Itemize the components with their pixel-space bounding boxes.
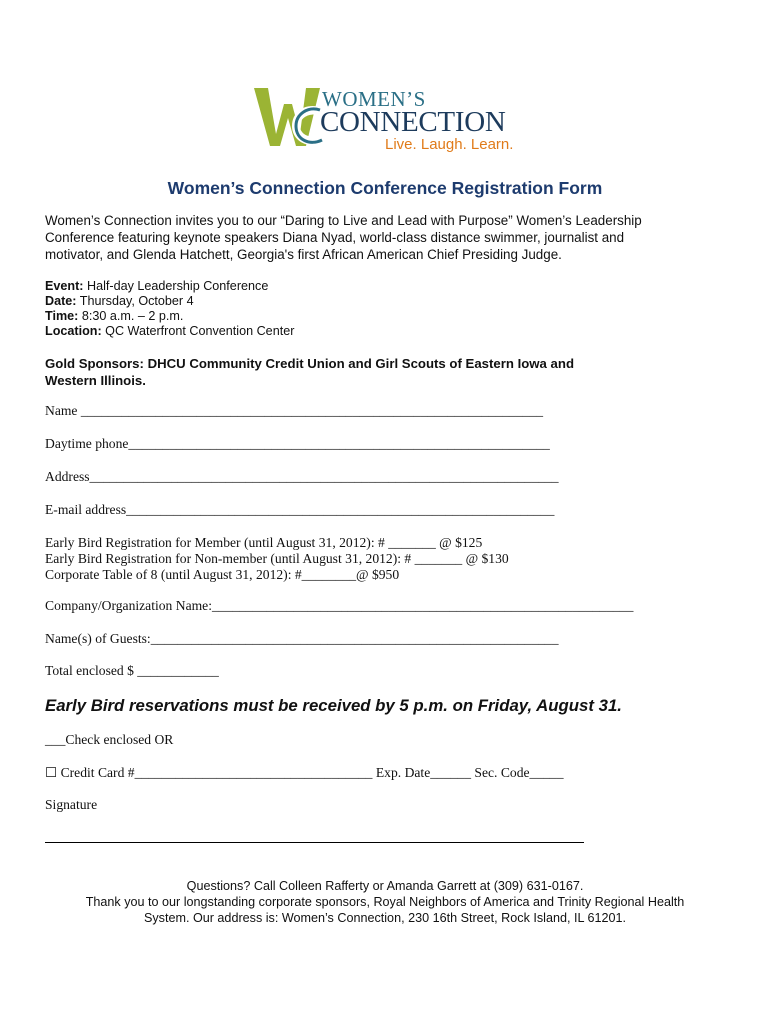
address-field[interactable]: Address_____________________________________________________________________	[45, 469, 559, 484]
time-row	[45, 309, 294, 324]
date-label: Date:	[45, 294, 77, 308]
event-row	[45, 279, 294, 294]
footer-questions: Questions? Call Colleen Rafferty or Amanda Garrett at (309) 631-0167.	[186, 879, 584, 893]
intro-line: Women’s Connection invites you to our “Daring to Live and Lead with Purpose” Women’s Leadership	[45, 213, 642, 228]
date-value: Thursday, October 4	[76, 294, 194, 308]
gold-sponsors	[45, 355, 574, 389]
name-field[interactable]: Name ____________________________________________________________________	[45, 403, 544, 418]
wc-monogram-icon	[254, 84, 324, 154]
womens-connection-logo	[254, 84, 524, 156]
sponsors-line: Gold Sponsors: DHCU Community Credit Union and Girl Scouts of Eastern Iowa and	[45, 356, 575, 371]
event-details	[45, 279, 294, 339]
daytime-phone-field[interactable]: Daytime phone______________________________________________________________	[45, 436, 550, 451]
form-title: Women’s Connection Conference Registration Form	[167, 178, 603, 198]
location-row	[45, 324, 294, 339]
location-label: Location:	[45, 324, 102, 338]
total-enclosed-field[interactable]: Total enclosed $ ____________	[45, 663, 219, 678]
early-bird-notice: Early Bird reservations must be received by 5 p.m. on Friday, August 31.	[45, 696, 622, 715]
intro-line: Conference featuring keynote speakers Diana Nyad, world-class distance swimmer, journalist and	[45, 230, 625, 245]
logo-tagline: Live. Laugh. Learn.	[385, 136, 514, 153]
guests-field[interactable]: Name(s) of Guests:____________________________________________________________	[45, 631, 559, 646]
footer-address: System. Our address is: Women’s Connection, 230 16th Street, Rock Island, IL 61201.	[143, 911, 627, 925]
location-value: QC Waterfront Convention Center	[101, 324, 295, 338]
email-field[interactable]: E-mail address_______________________________________________________________	[45, 502, 555, 517]
registration-options	[45, 535, 509, 583]
check-enclosed-field[interactable]: ___Check enclosed OR	[45, 732, 174, 747]
sponsors-line: Western Illinois.	[45, 373, 146, 388]
logo-womens-text: WOMEN’S	[322, 87, 426, 111]
member-registration-field[interactable]: Early Bird Registration for Member (until August 31, 2012): # _______ @ $125	[45, 535, 483, 550]
logo-connection-text: CONNECTION	[320, 106, 506, 138]
intro-paragraph	[45, 212, 735, 263]
time-value: 8:30 a.m. – 2 p.m.	[78, 309, 184, 323]
credit-card-field[interactable]: ☐ Credit Card #___________________________________ Exp. Date______ Sec. Code_____	[45, 765, 564, 780]
footer	[0, 878, 770, 926]
nonmember-registration-field[interactable]: Early Bird Registration for Non-member (until August 31, 2012): # _______ @ $130	[45, 551, 509, 566]
company-field[interactable]: Company/Organization Name:______________________________________________________________	[45, 598, 634, 613]
signature-label: Signature	[45, 797, 98, 812]
footer-thanks: Thank you to our longstanding corporate sponsors, Royal Neighbors of America and Trinity Regional Health	[85, 895, 685, 909]
corporate-table-field[interactable]: Corporate Table of 8 (until August 31, 2012): #________@ $950	[45, 567, 400, 582]
signature-line[interactable]	[45, 842, 584, 843]
date-row	[45, 294, 294, 309]
intro-line: motivator, and Glenda Hatchett, Georgia's first African American Chief Presiding Judge.	[45, 247, 562, 262]
event-value: Half-day Leadership Conference	[83, 279, 269, 293]
event-label: Event:	[45, 279, 84, 293]
time-label: Time:	[45, 309, 79, 323]
